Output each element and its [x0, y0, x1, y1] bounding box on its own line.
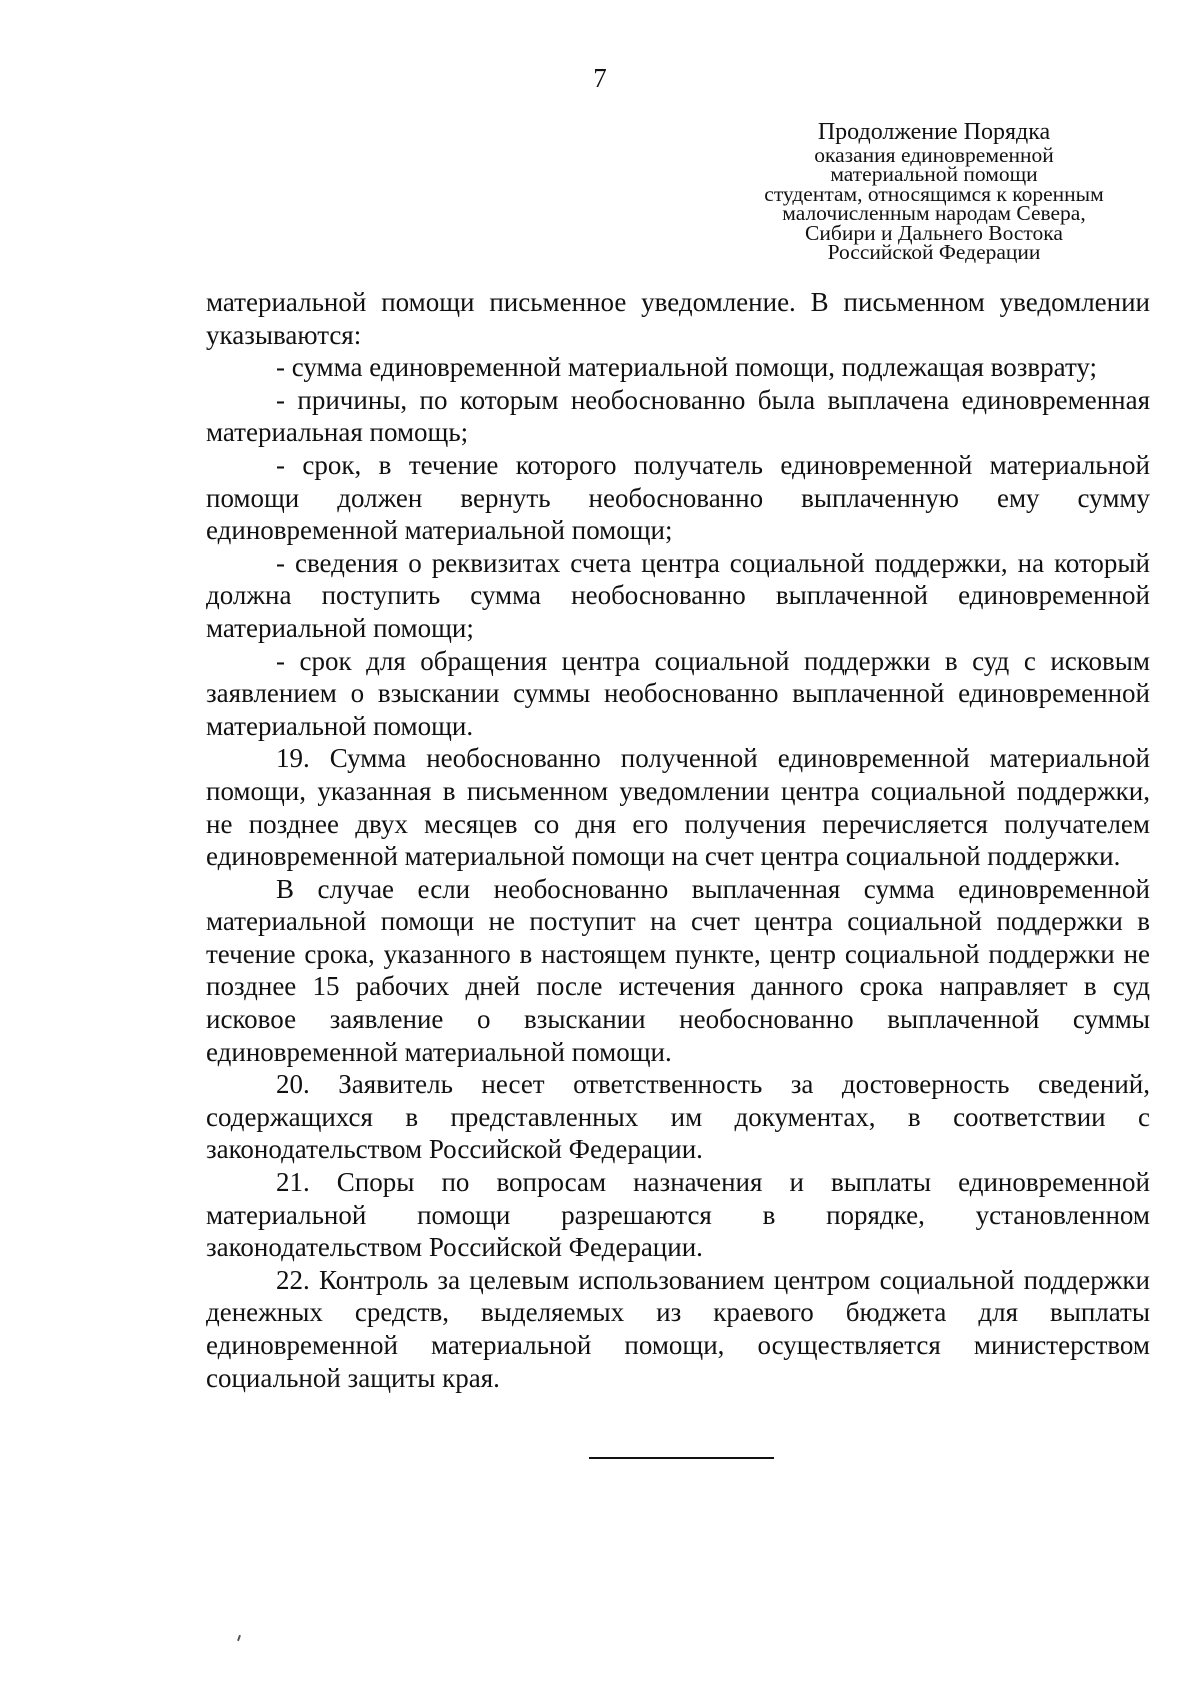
list-item-deadline: - срок, в течение которого получатель единовременной материальной помощи должен вернуть необоснованно выплаченную ему сумму единовременной материальной помощи;	[206, 449, 1150, 546]
list-item-amount: - сумма единовременной материальной помощи, подлежащая возврату;	[276, 352, 1098, 383]
paragraph-continuation: материальной помощи письменное уведомление. В письменном уведомлении указываются:	[206, 287, 1150, 350]
header-line: оказания единовременной	[814, 143, 1054, 167]
header-line: Сибири и Дальнего Востока	[805, 220, 1063, 245]
header-line: студентам, относящимся к коренным	[764, 181, 1104, 206]
scan-speck	[237, 1635, 241, 1641]
list-item-court-deadline: - срок для обращения центра социальной поддержки в суд с исковым заявлением о взыскании суммы необоснованно выплаченной единовременной материальной помощи.	[206, 645, 1150, 741]
list-item-account-details: - сведения о реквизитах счета центра социальной поддержки, на который должна поступить сумма необоснованно выплаченной единовременной материальной помощи;	[206, 547, 1150, 643]
paragraph-clause-19-case: В случае если необоснованно выплаченная сумма единовременной материальной помощи не поступит на счет центра социальной поддержки в течение срока, указанного в настоящем пункте, центр социальной поддержки не позднее 15 рабочих дней после истечения данного срока направляет в суд исковое заявление о взыскании необоснованно выплаченной суммы единовременной материальной помощи.	[206, 873, 1150, 1067]
paragraph-clause-20: 20. Заявитель несет ответственность за достоверность сведений, содержащихся в представленных им документах, в соответствии с законодательством Российской Федерации.	[206, 1069, 1150, 1165]
page-number: 7	[593, 63, 607, 93]
header-line: материальной помощи	[830, 162, 1038, 187]
document-body	[206, 286, 1150, 1394]
end-of-document-rule	[589, 1457, 774, 1459]
paragraph-clause-19: 19. Сумма необоснованно полученной единовременной материальной помощи, указанная в письменном уведомлении центра социальной поддержки, не позднее двух месяцев со дня его получения перечисляется получателем единовременной материальной помощи на счет центра социальной поддержки.	[206, 743, 1150, 872]
header-line: малочисленным народам Севера,	[782, 201, 1086, 226]
paragraph-clause-22: 22. Контроль за целевым использованием центром социальной поддержки денежных средств, выделяемых из краевого бюджета для выплаты единовременной материальной помощи, осуществляется министерством социальной защиты края.	[206, 1264, 1150, 1393]
list-item-reasons: - причины, по которым необоснованно была выплачена единовременная материальная помощь;	[206, 384, 1150, 448]
document-header	[748, 118, 1120, 265]
header-line: Российской Федерации	[827, 240, 1041, 265]
paragraph-clause-21: 21. Споры по вопросам назначения и выплаты единовременной материальной помощи разрешаются в порядке, установленном законодательством Российской Федерации.	[206, 1167, 1150, 1263]
header-title: Продолжение Порядка	[817, 119, 1051, 145]
